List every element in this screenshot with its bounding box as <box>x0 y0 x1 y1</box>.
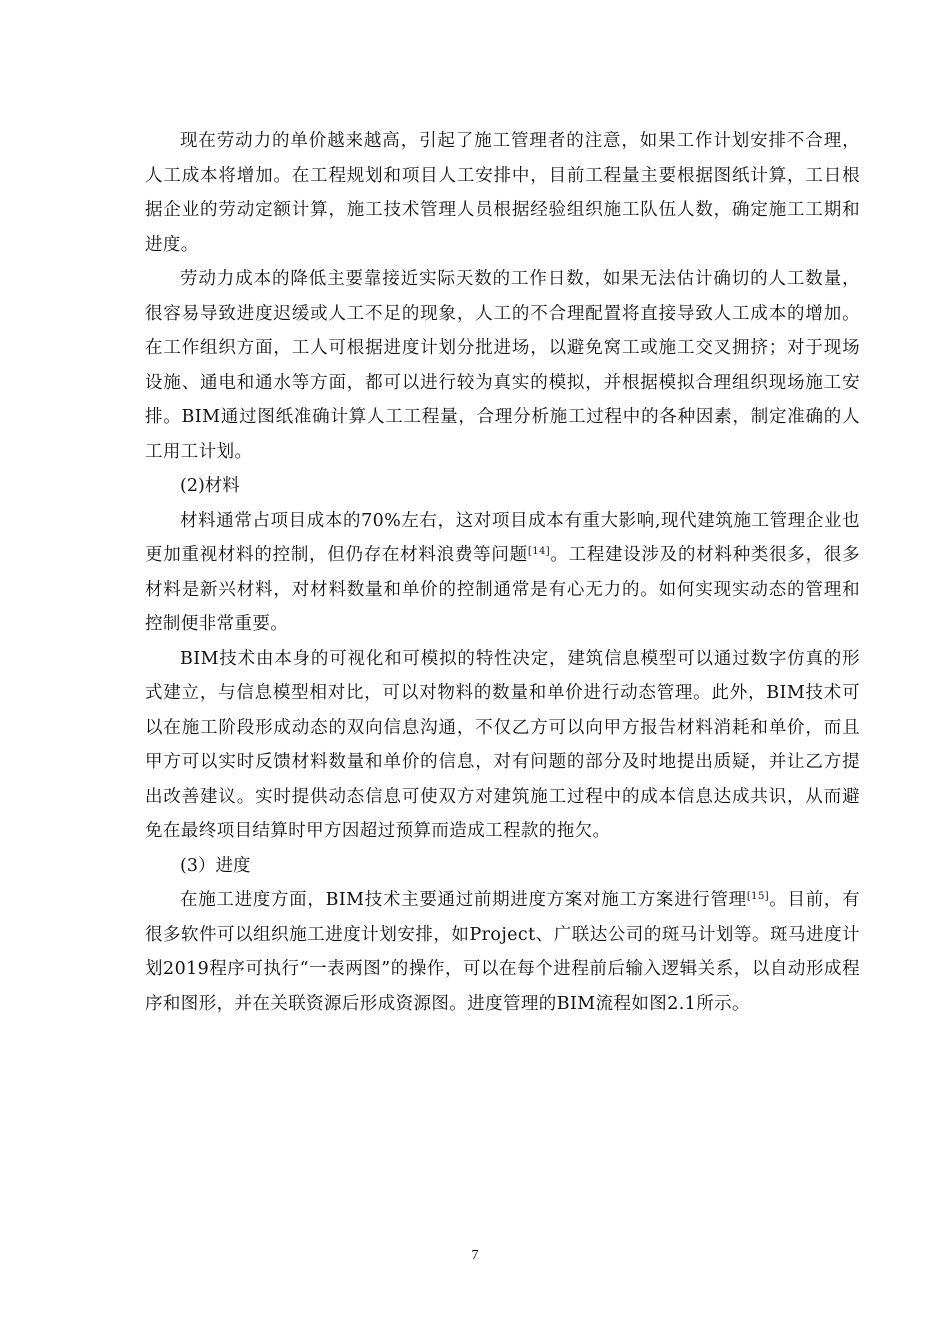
paragraph-labor-cost-reduction: 劳动力成本的降低主要靠接近实际天数的工作日数，如果无法估计确切的人工数量，很容易导致进度迟缓或人工不足的现象，人工的不合理配置将直接导致人工成本的增加。在工作组织方面，工人可根据进度计划分批进场，以避免窝工或施工交叉拥挤；对于现场设施、通电和通水等方面，都可以进行较为真实的模拟，并根据模拟合理组织现场施工安排。BIM通过图纸准确计算人工工程量，合理分析施工过程中的各种因素，制定准确的人工用工计划。 <box>145 269 860 462</box>
paragraph-materials-cost-tail: 。工程建设涉及的材料种类很多，很多材料是新兴材料，对材料数量和单价的控制通常是有心无力的。如何实现实动态的管理和控制便非常重要。 <box>145 545 860 634</box>
body-text <box>145 124 860 1021</box>
section-heading-schedule: (3）进度 <box>180 855 251 876</box>
section-heading-materials: (2)材料 <box>180 476 240 496</box>
paragraph-materials-cost-text: 材料通常占项目成本的70%左右，这对项目成本有重大影响,现代建筑施工管理企业也更加重视材料的控制，但仍存在材料浪费等问题 <box>145 510 860 565</box>
paragraph-schedule-text: 在施工进度方面，BIM技术主要通过前期进度方案对施工方案进行管理 <box>180 890 747 910</box>
paragraph-labor-cost-intro: 现在劳动力的单价越来越高，引起了施工管理者的注意，如果工作计划安排不合理，人工成本将增加。在工程规划和项目人工安排中，目前工程量主要根据图纸计算，工日根据企业的劳动定额计算，施工技术管理人员根据经验组织施工队伍人数，确定施工工期和进度。 <box>145 131 860 255</box>
paragraph-bim-materials: BIM技术由本身的可视化和可模拟的特性决定，建筑信息模型可以通过数字仿真的形式建立，与信息模型相对比，可以对物料的数量和单价进行动态管理。此外，BIM技术可以在施工阶段形成动态的双向信息沟通，不仅乙方可以向甲方报告材料消耗和单价，而且甲方可以实时反馈材料数量和单价的信息，对有问题的部分及时地提出质疑，并让乙方提出改善建议。实时提供动态信息可使双方对建筑施工过程中的成本信息达成共识，从而避免在最终项目结算时甲方因超过预算而造成工程款的拖欠。 <box>145 648 860 841</box>
paragraph-materials-cost <box>145 504 860 642</box>
paragraph-schedule <box>145 883 860 1021</box>
citation-14[interactable]: [14] <box>527 546 551 557</box>
citation-15[interactable]: [15] <box>746 891 770 902</box>
paragraph-schedule-tail: 。目前，有很多软件可以组织施工进度计划安排，如Project、广联达公司的斑马计划等。斑马进度计划2019程序可执行“一表两图”的操作，可以在每个进程前后输入逻辑关系，以自动形成程序和图形，并在关联资源后形成资源图。进度管理的BIM流程如图2.1所示。 <box>145 890 860 1014</box>
page-number: 7 <box>471 1248 479 1263</box>
